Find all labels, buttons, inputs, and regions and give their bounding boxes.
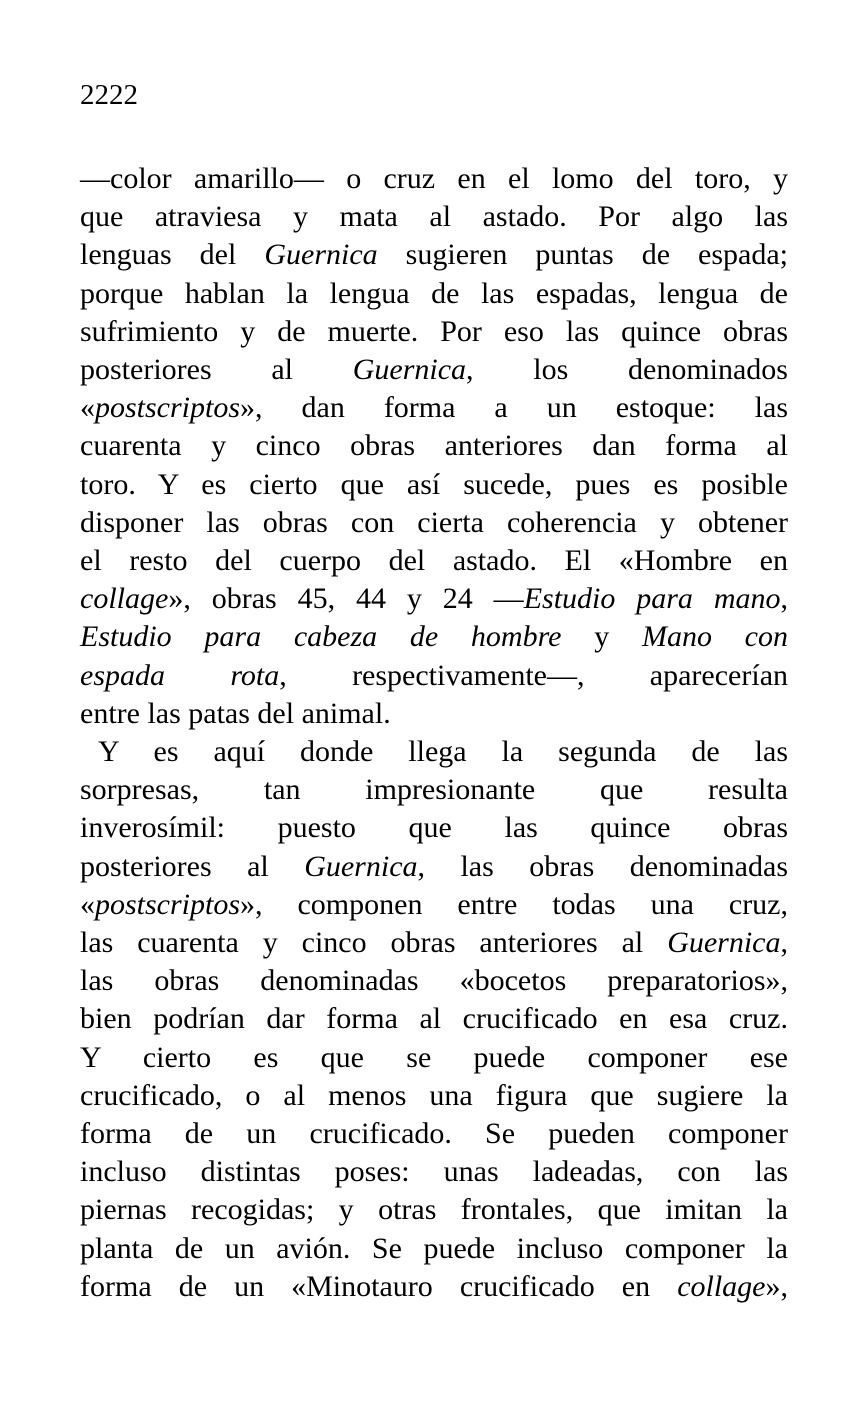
text-line	[80, 771, 788, 809]
italic-text-segment: collage	[80, 582, 169, 616]
text-segment: las obras denominadas «bocetos preparatorios»,	[80, 964, 788, 998]
text-segment: ,	[780, 582, 788, 616]
text-segment: posteriores al	[80, 849, 305, 883]
text-segment: inverosímil: puesto que las quince obras	[80, 811, 788, 845]
text-segment: forma de un crucificado. Se pueden componer	[80, 1117, 788, 1151]
text-line	[80, 1153, 788, 1191]
italic-text-segment: Guernica	[667, 926, 781, 960]
text-line	[80, 886, 788, 924]
text-segment: ,	[780, 926, 788, 960]
text-line	[80, 733, 788, 771]
text-line	[80, 236, 788, 274]
text-line	[80, 427, 788, 465]
text-line	[80, 924, 788, 962]
text-line	[80, 1077, 788, 1115]
text-line	[80, 962, 788, 1000]
text-line	[80, 618, 788, 656]
text-line	[80, 657, 788, 695]
text-line	[80, 1268, 788, 1306]
text-segment: piernas recogidas; y otras frontales, que imitan la	[80, 1193, 788, 1227]
text-line	[80, 313, 788, 351]
italic-text-segment: Guernica	[264, 238, 378, 272]
text-segment: que atraviesa y mata al astado. Por algo las	[80, 200, 788, 234]
text-segment: planta de un avión. Se puede incluso componer la	[80, 1231, 788, 1265]
text-line	[80, 275, 788, 313]
text-line	[80, 389, 788, 427]
text-line	[80, 542, 788, 580]
text-segment: —color amarillo— o cruz en el lomo del toro, y	[80, 162, 788, 195]
text-segment: toro. Y es cierto que así sucede, pues es posible	[80, 467, 788, 501]
italic-text-segment: collage	[677, 1269, 766, 1303]
text-segment: forma de un «Minotauro crucificado en	[80, 1269, 678, 1303]
text-segment: Y cierto es que se puede componer ese	[80, 1040, 788, 1074]
text-segment: entre las patas del animal.	[80, 696, 391, 730]
text-segment: , respectivamente—, aparecerían	[279, 658, 789, 692]
text-segment: , los denominados	[466, 353, 788, 387]
page-number: 2222	[80, 79, 138, 111]
text-segment: crucificado, o al menos una figura que sugiere la	[80, 1078, 788, 1112]
text-segment: », dan forma a un estoque: las	[240, 391, 788, 425]
text-line	[80, 160, 788, 198]
text-segment: el resto del cuerpo del astado. El «Hombre en	[80, 544, 788, 578]
text-segment: posteriores al	[80, 353, 353, 387]
text-line	[80, 198, 788, 236]
italic-text-segment: Guernica	[304, 849, 418, 883]
text-segment: «	[80, 887, 95, 921]
italic-text-segment: Guernica	[352, 353, 467, 387]
text-segment: , las obras denominadas	[417, 849, 788, 883]
text-segment: sorpresas, tan impresionante que resulta	[80, 773, 788, 807]
italic-text-segment: postscriptos	[95, 887, 241, 921]
text-segment: », componen entre todas una cruz,	[240, 887, 788, 921]
italic-text-segment: espada rota	[80, 658, 280, 692]
text-segment: lenguas del	[80, 238, 265, 272]
text-segment: Y es aquí donde llega la segunda de las	[98, 735, 788, 769]
paragraph	[80, 733, 788, 1306]
text-line	[80, 1039, 788, 1077]
text-line	[80, 695, 788, 733]
text-line	[80, 504, 788, 542]
text-line	[80, 1000, 788, 1038]
text-segment: sufrimiento y de muerte. Por eso las quince obras	[80, 314, 788, 348]
text-segment: bien podrían dar forma al crucificado en esa cruz.	[80, 1002, 788, 1036]
text-line	[80, 1230, 788, 1268]
italic-text-segment: Estudio para cabeza de hombre	[80, 620, 562, 654]
text-segment: », obras 45, 44 y 24 —	[168, 582, 524, 616]
italic-text-segment: postscriptos	[95, 391, 241, 425]
text-line	[80, 351, 788, 389]
text-segment: las cuarenta y cinco obras anteriores al	[80, 926, 668, 960]
text-line	[80, 1191, 788, 1229]
italic-text-segment: Estudio para mano	[523, 582, 781, 616]
text-line	[80, 848, 788, 886]
paragraph	[80, 160, 788, 733]
text-line	[80, 1115, 788, 1153]
italic-text-segment: Mano con	[641, 620, 788, 654]
text-segment: disponer las obras con cierta coherencia y obtener	[80, 505, 788, 539]
text-segment: «	[80, 391, 95, 425]
text-segment: incluso distintas poses: unas ladeadas, con las	[80, 1155, 788, 1189]
text-line	[80, 466, 788, 504]
text-segment: porque hablan la lengua de las espadas, lengua de	[80, 276, 788, 310]
text-line	[80, 809, 788, 847]
text-segment: y	[561, 620, 642, 654]
text-line	[80, 580, 788, 618]
text-segment: cuarenta y cinco obras anteriores dan forma al	[80, 429, 788, 463]
text-segment: »,	[765, 1269, 788, 1303]
page-text	[80, 160, 788, 1306]
text-segment: sugieren puntas de espada;	[377, 238, 788, 272]
